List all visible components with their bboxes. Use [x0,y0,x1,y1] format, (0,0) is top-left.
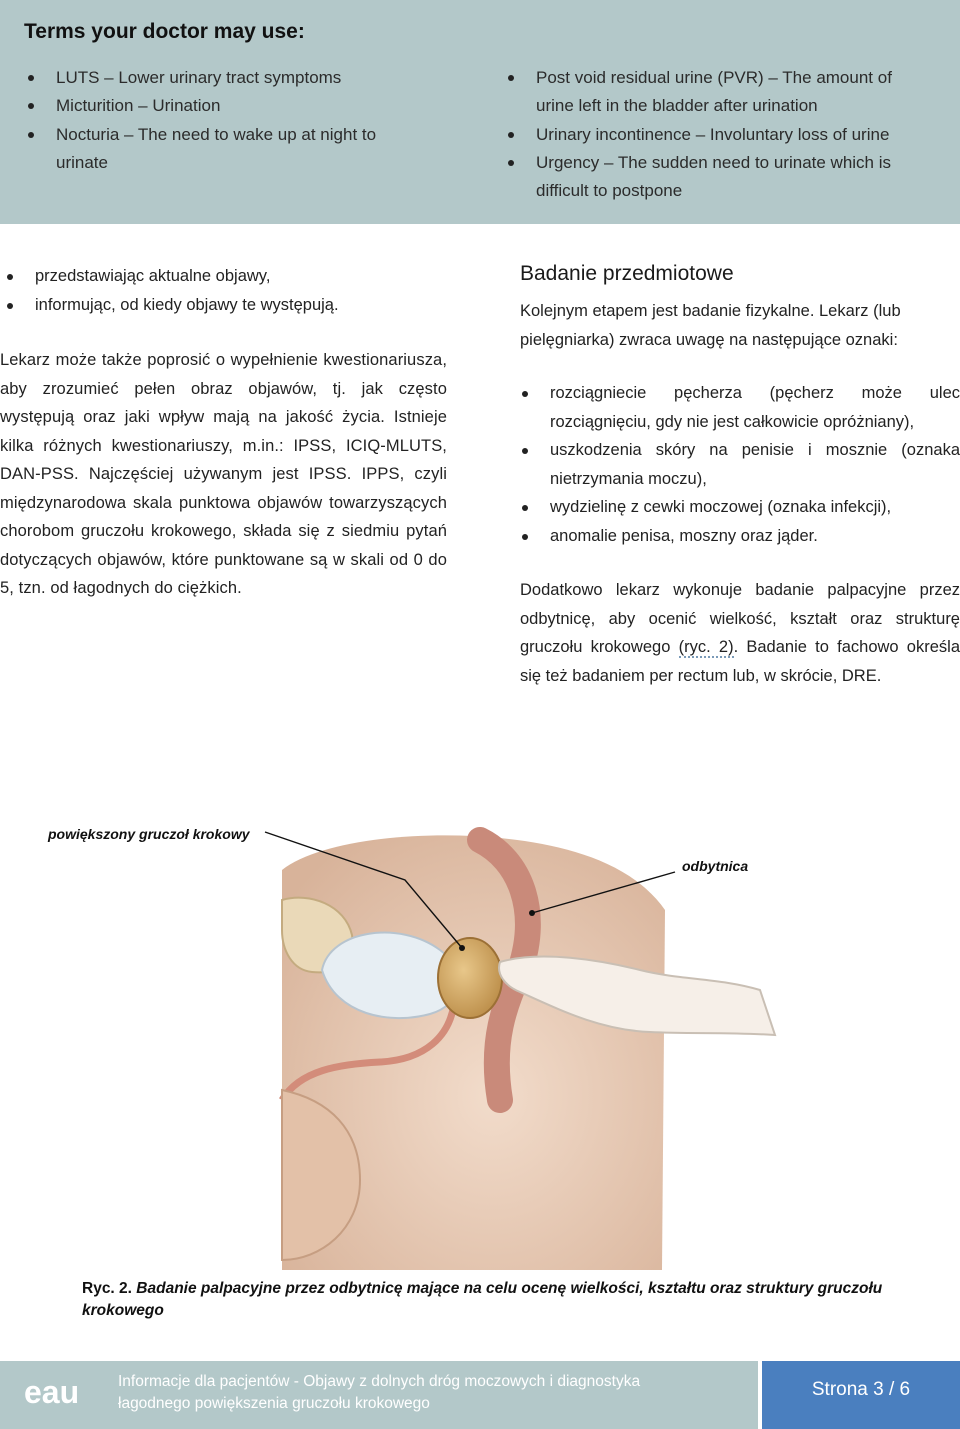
list-item: Micturition – Urination [26,92,396,120]
list-item: Urinary incontinence – Involuntary loss of urine [506,121,926,149]
figure-caption [82,1278,902,1322]
left-bullet-list [5,262,435,319]
list-item: anomalie penisa, moszny oraz jąder. [520,522,960,551]
caption-label: Ryc. 2. [82,1280,132,1297]
terms-list-right [506,64,926,205]
leader-dot-prostate [459,945,465,951]
signs-list [520,379,960,550]
eau-logo [22,1374,92,1410]
label-rectum: odbytnica [682,858,749,874]
list-item: przedstawiając aktualne objawy, [5,262,435,291]
terms-title: Terms your doctor may use: [24,20,305,43]
figure-reference-link[interactable]: (ryc. 2) [678,638,734,657]
list-item: LUTS – Lower urinary tract symptoms [26,64,396,92]
anatomy-illustration [0,800,960,1270]
prostate [438,938,502,1018]
list-item: uszkodzenia skóry na penisie i mosznie (oznaka nietrzymania moczu), [520,436,960,493]
list-item: rozciągniecie pęcherza (pęcherz może ulec rozciągnięciu, gdy nie jest całkowicie opróżniany), [520,379,960,436]
list-item: wydzielinę z cewki moczowej (oznaka infekcji), [520,493,960,522]
label-enlarged-prostate: powiększony gruczoł krokowy [48,826,250,842]
footer-line-2: łagodnego powiększenia gruczołu krokowego [118,1395,430,1412]
figure [0,800,960,1270]
list-item: Nocturia – The need to wake up at night to urinate [26,121,396,178]
intro-paragraph: Kolejnym etapem jest badanie fizykalne. Lekarz (lub pielęgniarka) zwraca uwagę na następujące oznaki: [520,302,901,349]
page-number: Strona 3 / 6 [811,1379,911,1400]
list-item: Urgency – The sudden need to urinate which is difficult to postpone [506,149,926,206]
questionnaire-paragraph: Lekarz może także poprosić o wypełnienie kwestionariusza, aby zrozumieć pełen obraz objawów, tj. jak często występują oraz jaki wpływ mają na jakość życia. Istnieje kilka różnych kwestionariuszy, m.in.: IPSS, ICIQ-MLUTS, DAN-PSS. Najczęściej używanym jest IPSS. IPPS, czyli międzynarodowa skala punktowa objawów towarzyszących chorobom gruczołu krokowego, składa się z siedmiu pytań dotyczących objawów, które punktowane są w skali od 0 do 5, tzn. od łagodnych do ciężkich. [0,351,447,597]
section-heading: Badanie przedmiotowe [520,262,734,285]
list-item: informując, od kiedy objawy te występują. [5,291,435,320]
footer-line-1: Informacje dla pacjentów - Objawy z dolnych dróg moczowych i diagnostyka [118,1373,641,1390]
terms-list-left [26,64,396,177]
caption-text: Badanie palpacyjne przez odbytnicę mające na celu ocenę wielkości, kształtu oraz struktury gruczołu krokowego [82,1280,883,1319]
dre-text-start: Dodatkowo lekarz wykonuje badanie palpacyjne przez odbytnicę, aby ocenić wielkość, kształt oraz strukturę gruczołu krokowego [520,581,960,657]
list-item: Post void residual urine (PVR) – The amount of urine left in the bladder after urination [506,64,926,121]
logo-text: eau [24,1374,80,1410]
leader-dot-rectum [529,910,535,916]
dre-text-end: . Badanie to fachowo określa się też badaniem per rectum lub, w skrócie, DRE. [520,638,960,685]
terms-box [0,0,960,224]
dre-paragraph [520,576,960,690]
footer-title [118,1371,738,1415]
